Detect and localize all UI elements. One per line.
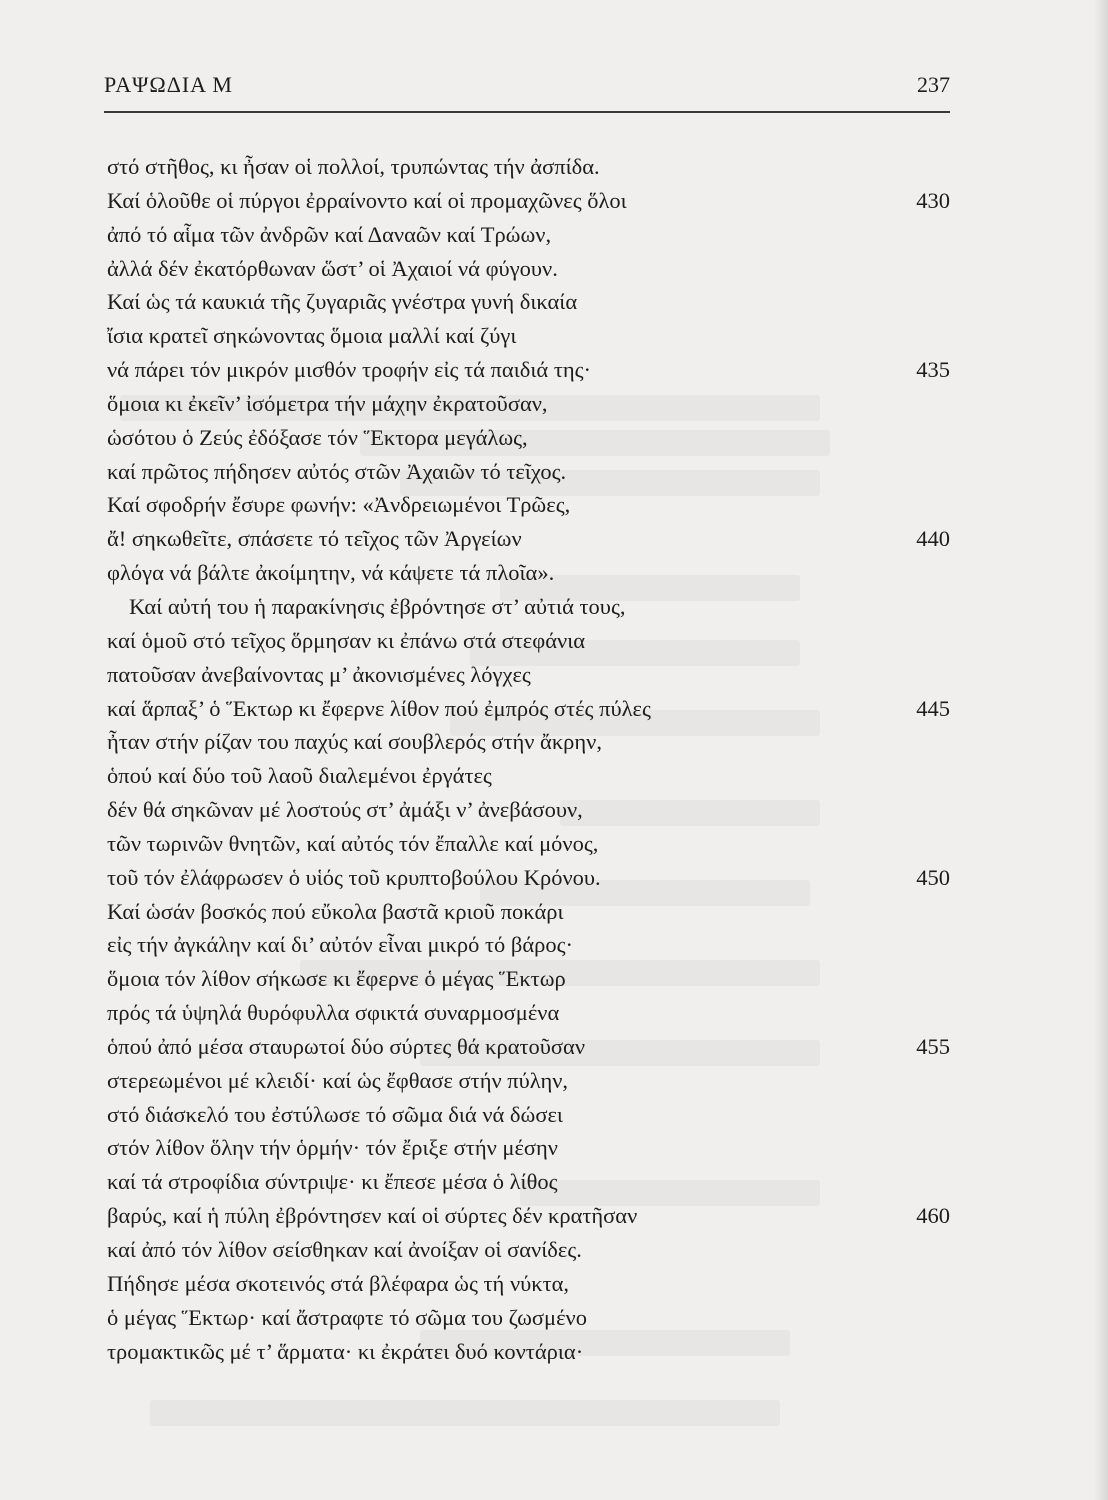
verse-line	[107, 861, 950, 895]
line-number: 445	[916, 695, 950, 721]
verse-text: ἴσια κρατεῖ σηκώνοντας ὅμοια μαλλί καί ζύγι	[107, 323, 517, 349]
verse-line	[107, 827, 950, 861]
verse-line	[107, 793, 950, 827]
line-number: 460	[916, 1203, 950, 1229]
verse-text: ὁπού καί δύο τοῦ λαοῦ διαλεμένοι ἐργάτες	[107, 763, 492, 789]
verse-text: καί τά στροφίδια σύντριψε· κι ἔπεσε μέσα ὁ λίθος	[107, 1169, 558, 1195]
verse-text: εἰς τήν ἀγκάλην καί δι’ αὐτόν εἶναι μικρό τό βάρος·	[107, 932, 574, 958]
verse-text: ὁπού ἀπό μέσα σταυρωτοί δύο σύρτες θά κρατοῦσαν	[107, 1033, 586, 1059]
verse-line	[107, 928, 950, 962]
running-title: ΡΑΨΩΔΙΑ Μ	[104, 72, 233, 97]
verse-line	[107, 1131, 950, 1165]
verse-line	[107, 590, 950, 624]
verse-text: φλόγα νά βάλτε ἀκοίμητην, νά κάψετε τά πλοῖα».	[107, 560, 555, 586]
line-number: 430	[916, 187, 950, 213]
verse-line	[107, 150, 950, 184]
verse-text: βαρύς, καί ἡ πύλη ἐβρόντησεν καί οἱ σύρτες δέν κρατῆσαν	[107, 1203, 638, 1229]
verse-text: ἀλλά δέν ἐκατόρθωναν ὥστ’ οἱ Ἀχαιοί νά φύγουν.	[107, 255, 558, 281]
line-number: 440	[916, 526, 950, 552]
verse-line	[107, 556, 950, 590]
verse-text: ὅμοια κι ἐκεῖν’ ἰσόμετρα τήν μάχην ἐκρατοῦσαν,	[107, 390, 548, 416]
verse-line	[107, 1199, 950, 1233]
verse-text: στόν λίθον ὅλην τήν ὁρμήν· τόν ἔριξε στήν μέσην	[107, 1135, 558, 1161]
verse-text: τοῦ τόν ἐλάφρωσεν ὁ υἱός τοῦ κρυπτοβούλου Κρόνου.	[107, 864, 601, 890]
verse-text: καί ὁμοῦ στό τεῖχος ὅρμησαν κι ἐπάνω στά στεφάνια	[107, 627, 586, 653]
verse-text: στερεωμένοι μέ κλειδί· καί ὡς ἔφθασε στήν πύλην,	[107, 1067, 569, 1093]
verse-line	[107, 725, 950, 759]
verse-text: καί πρῶτος πήδησεν αὐτός στῶν Ἀχαιῶν τό τεῖχος.	[107, 458, 567, 484]
verse-line	[107, 962, 950, 996]
line-number: 455	[916, 1033, 950, 1059]
verse-line	[107, 1233, 950, 1267]
verse-line	[107, 1267, 950, 1301]
verse-line	[107, 1064, 950, 1098]
line-number: 450	[916, 864, 950, 890]
verse-line	[107, 488, 950, 522]
verse-line	[107, 1030, 950, 1064]
verse-line	[107, 692, 950, 726]
verse-text: Καί σφοδρήν ἔσυρε φωνήν: «Ἀνδρειωμένοι Τρῶες,	[107, 492, 571, 518]
header-rule	[104, 111, 950, 113]
verse-line	[107, 658, 950, 692]
verse-line	[107, 895, 950, 929]
page-number: 237	[917, 72, 950, 97]
verse-text: στό διάσκελό του ἐστύλωσε τό σῶμα διά νά δώσει	[107, 1101, 563, 1127]
verse-text: στό στῆθος, κι ἦσαν οἱ πολλοί, τρυπώντας τήν ἀσπίδα.	[107, 154, 600, 179]
verse-line	[107, 319, 950, 353]
verse-text: πρός τά ὑψηλά θυρόφυλλα σφικτά συναρμοσμένα	[107, 1000, 560, 1026]
verse-line	[107, 996, 950, 1030]
verse-line	[107, 624, 950, 658]
verse-text-indented: Καί αὐτή του ἡ παρακίνησις ἐβρόντησε στ’ αὐτιά τους,	[129, 593, 626, 619]
running-header	[104, 70, 950, 110]
verse-text: νά πάρει τόν μικρόν μισθόν τροφήν εἰς τά παιδιά της·	[107, 357, 592, 383]
verse-text: ἄ! σηκωθεῖτε, σπάσετε τό τεῖχος τῶν Ἀργείων	[107, 526, 522, 552]
verse-line	[107, 252, 950, 286]
verse-text: δέν θά σηκῶναν μέ λοστούς στ’ ἀμάξι ν’ ἀνεβάσουν,	[107, 797, 583, 823]
verse-text: ὁ μέγας Ἕκτωρ· καί ἄστραφτε τό σῶμα του ζωσμένο	[107, 1304, 587, 1330]
verse-line	[107, 1335, 950, 1369]
verse-list	[107, 150, 950, 1368]
verse-text: καί ἅρπαξ’ ὁ Ἕκτωρ κι ἔφερνε λίθον πού ἐμπρός στές πύλες	[107, 695, 651, 721]
verse-text: ἦταν στήν ρίζαν του παχύς καί σουβλερός στήν ἄκρην,	[107, 729, 602, 755]
verse-text: Καί ὡς τά καυκιά τῆς ζυγαριᾶς γνέστρα γυνή δικαία	[107, 289, 578, 315]
verse-line	[107, 522, 950, 556]
verse-line	[107, 184, 950, 218]
verse-text: πατοῦσαν ἀνεβαίνοντας μ’ ἀκονισμένες λόγχες	[107, 661, 531, 687]
page-edge-shadow	[1094, 0, 1108, 1500]
verse-line	[107, 759, 950, 793]
verse-line	[107, 1301, 950, 1335]
verse-line	[107, 1098, 950, 1132]
verse-text: Καί ὡσάν βοσκός πού εὔκολα βαστᾶ κριοῦ ποκάρι	[107, 898, 564, 924]
verse-text: Καί ὁλοῦθε οἱ πύργοι ἐρραίνοντο καί οἱ προμαχῶνες ὅλοι	[107, 187, 627, 213]
verse-text: ἀπό τό αἷμα τῶν ἀνδρῶν καί Δαναῶν καί Τρώων,	[107, 221, 552, 247]
verse-line	[107, 1165, 950, 1199]
verse-text: ὡσότου ὁ Ζεύς ἐδόξασε τόν Ἕκτορα μεγάλως,	[107, 424, 528, 450]
verse-line	[107, 387, 950, 421]
verse-line	[107, 285, 950, 319]
verse-line	[107, 218, 950, 252]
verse-text: καί ἀπό τόν λίθον σείσθηκαν καί ἀνοίξαν οἱ σανίδες.	[107, 1237, 582, 1262]
verse-line	[107, 421, 950, 455]
verse-line	[107, 455, 950, 489]
line-number: 435	[916, 357, 950, 383]
verse-text: Πήδησε μέσα σκοτεινός στά βλέφαρα ὡς τή νύκτα,	[107, 1270, 570, 1296]
verse-text: ὅμοια τόν λίθον σήκωσε κι ἔφερνε ὁ μέγας Ἕκτωρ	[107, 966, 566, 992]
verse-text: τῶν τωρινῶν θνητῶν, καί αὐτός τόν ἔπαλλε καί μόνος,	[107, 830, 599, 856]
verse-text: τρομακτικῶς μέ τ’ ἅρματα· κι ἐκράτει δυό κοντάρια·	[107, 1338, 584, 1364]
verse-line	[107, 353, 950, 387]
